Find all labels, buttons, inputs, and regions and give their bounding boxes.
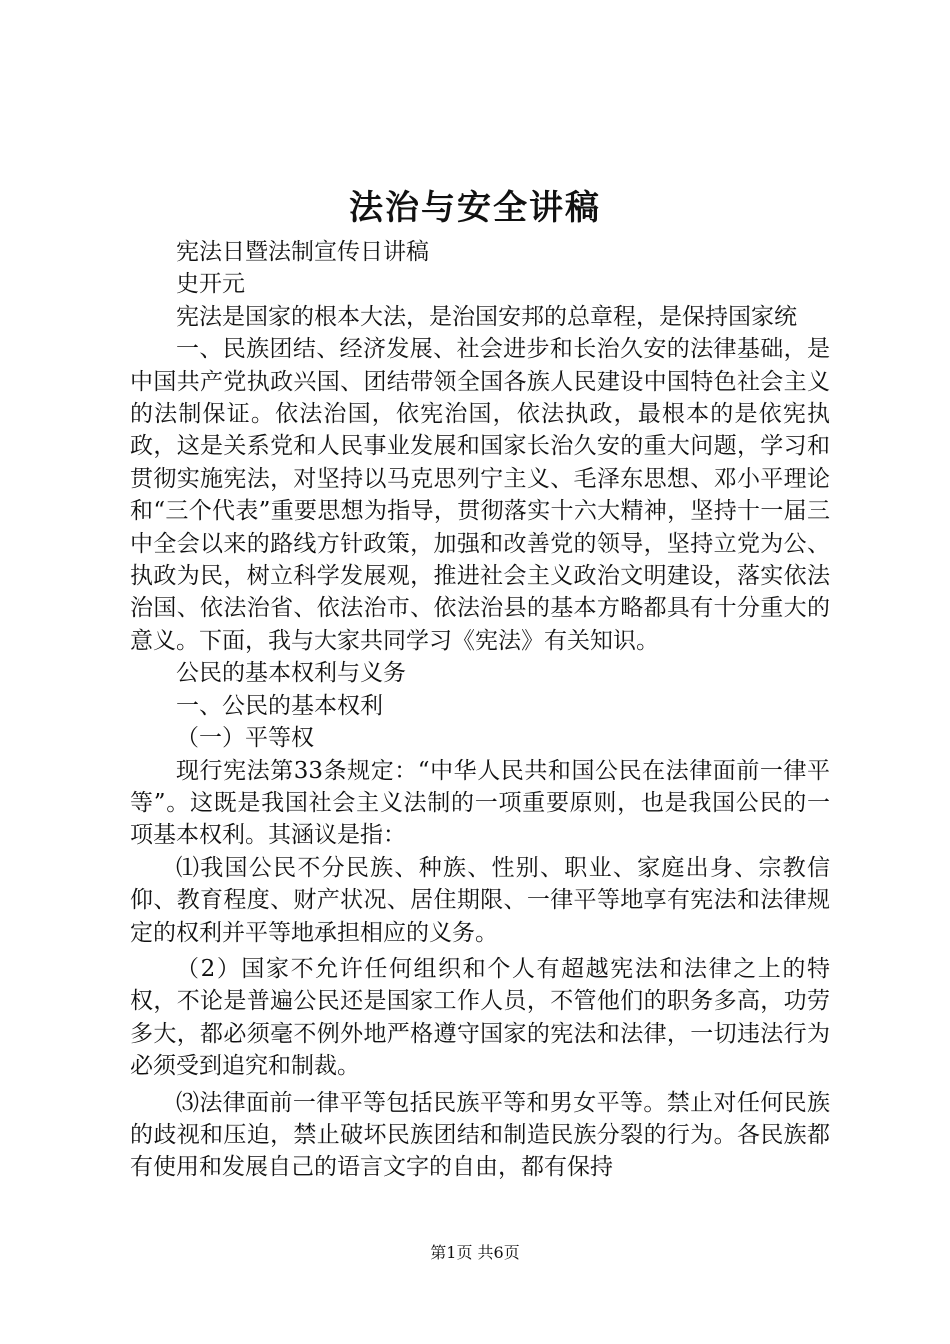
section-heading: 公民的基本权利与义务 [176, 660, 406, 687]
paragraph-item-2: （2）国家不允许任何组织和个人有超越宪法和法律之上的特权，不论是普遍公民还是国家工作人员，不管他们的职务多高，功劳多大，都必须毫不例外地严格遵守国家的宪法和法律，一切违法行为必须受到追究和制裁。 [130, 955, 830, 1080]
paragraph-item-1: ⑴我国公民不分民族、种族、性别、职业、家庭出身、宗教信仰、教育程度、财产状况、居住期限、一律平等地享有宪法和法律规定的权利并平等地承担相应的义务。 [130, 854, 830, 946]
page-footer: 第1页 共6页 [430, 1243, 520, 1262]
item-heading: （一）平等权 [176, 725, 314, 752]
paragraph-article-33: 现行宪法第33条规定：“中华人民共和国公民在法律面前一律平等”。这既是我国社会主义法制的一项重要原则，也是我国公民的一项基本权利。其涵议是指： [130, 757, 830, 849]
paragraph-main: 一、民族团结、经济发展、社会进步和长治久安的法律基础，是中国共产党执政兴国、团结带领全国各族人民建设中国特色社会主义的法制保证。依法治国，依宪治国，依法执政，最根本的是依宪执政，这是关系党和人民事业发展和国家长治久安的重大问题，学习和贯彻实施宪法，对坚持以马克思列宁主义、毛泽东思想、邓小平理论和“三个代表”重要思想为指导，贯彻落实十六大精神，坚持十一届三中全会以来的路线方针政策，加强和改善党的领导，坚持立党为公、执政为民，树立科学发展观，推进社会主义政治文明建设，落实依法治国、依法治省、依法治市、依法治县的基本方略都具有十分重大的意义。下面，我与大家共同学习《宪法》有关知识。 [130, 336, 830, 654]
paragraph-item-3: ⑶法律面前一律平等包括民族平等和男女平等。禁止对任何民族的歧视和压迫，禁止破坏民族团结和制造民族分裂的行为。各民族都有使用和发展自己的语言文字的自由，都有保持 [130, 1089, 830, 1181]
document-body [130, 236, 830, 1184]
paragraph-subtitle: 宪法日暨法制宣传日讲稿 [176, 239, 429, 265]
document-title: 法治与安全讲稿 [349, 188, 601, 228]
subsection-heading: 一、公民的基本权利 [176, 692, 383, 719]
paragraph-author: 史开元 [176, 271, 245, 298]
paragraph-intro: 宪法是国家的根本大法，是治国安邦的总章程，是保持国家统 [176, 303, 797, 330]
